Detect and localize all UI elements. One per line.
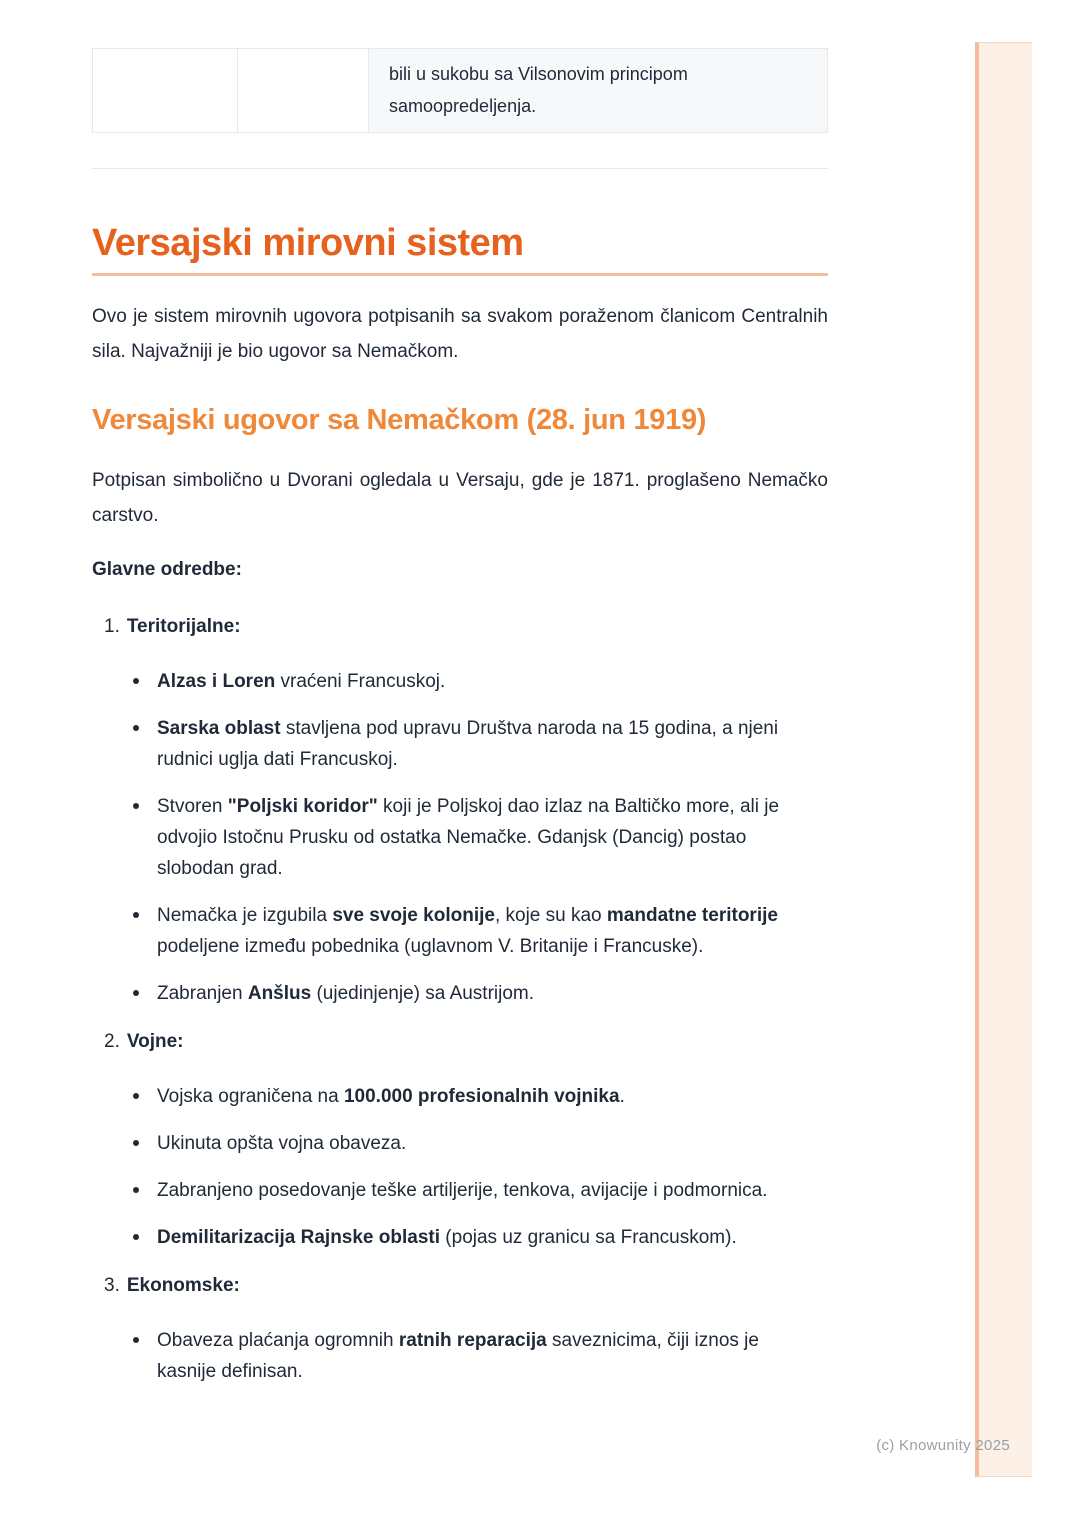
page-title: Versajski mirovni sistem [92,222,524,264]
bullet-text: Obaveza plaćanja ogromnih ratnih reparacija saveznicima, čiji iznos je kasnije definisan. [157,1330,759,1382]
list-item [92,713,828,775]
section-2-bullet-list [92,1081,828,1253]
bullet-text: Alzas i Loren vraćeni Francuskoj. [157,671,446,692]
bullet-marker [133,1337,139,1343]
bullet-marker [133,725,139,731]
bullet-marker [133,1187,139,1193]
bullet-marker [133,1093,139,1099]
bullet-marker [133,678,139,684]
bullet-text: Vojska ograničena na 100.000 profesionalnih vojnika. [157,1086,625,1107]
bullet-marker [133,1140,139,1146]
section-1-title: Teritorijalne: [126,616,241,637]
bullet-text: Nemačka je izgubila sve svoje kolonije, koje su kao mandatne teritorije podeljene između pobednika (uglavnom V. Britanije i Francuske). [157,905,778,957]
section-3-heading [92,1273,828,1299]
provisions-label: Glavne odredbe: [92,559,242,580]
section-2-heading [92,1029,828,1055]
list-item [92,791,828,884]
section-3-title: Ekonomske: [126,1275,240,1296]
bullet-marker [133,912,139,918]
list-item [92,900,828,962]
bullet-text: Ukinuta opšta vojna obaveza. [157,1133,407,1154]
title-underline [92,273,828,276]
list-item [92,1128,828,1159]
bullet-marker [133,990,139,996]
section-1-heading [92,614,828,640]
section-1-number: 1. [104,616,120,637]
bullet-text: Zabranjeno posedovanje teške artiljerije, tenkova, avijacije i podmornica. [157,1180,768,1201]
table-cell-text: bili u sukobu sa Vilsonovim principom samoopredeljenja. [368,49,828,133]
section-3-number: 3. [104,1275,120,1296]
bullet-text: Stvoren "Poljski koridor" koji je Poljskoj dao izlaz na Baltičko more, ali je odvojio Istočnu Prusku od ostatka Nemačke. Gdanjsk (Dancig) postao slobodan grad. [157,796,780,879]
bullet-text: Zabranjen Anšlus (ujedinjenje) sa Austrijom. [157,983,535,1004]
intro-paragraph: Ovo je sistem mirovnih ugovora potpisanih sa svakom poraženom članicom Centralnih sila. Najvažniji je bio ugovor sa Nemačkom. [92,306,828,362]
table-fragment [92,48,828,133]
table-row [92,49,828,133]
list-item [92,1325,828,1387]
section-3-bullet-list [92,1325,828,1387]
table-cell-empty-1 [92,49,237,133]
list-item [92,1081,828,1112]
section-2-number: 2. [104,1031,120,1052]
decorative-stripe [975,42,1032,1477]
bullet-marker [133,1234,139,1240]
section-2-title: Vojne: [126,1031,184,1052]
list-item [92,1222,828,1253]
bullet-text: Demilitarizacija Rajnske oblasti (pojas uz granicu sa Francuskom). [157,1227,737,1248]
bullet-marker [133,803,139,809]
section-1-bullet-list [92,666,828,1009]
document-content [92,0,828,1387]
list-item [92,978,828,1009]
subintro-paragraph: Potpisan simbolično u Dvorani ogledala u Versaju, gde je 1871. proglašeno Nemačko carstvo. [92,470,828,526]
copyright-notice: (c) Knowunity 2025 [876,1437,1010,1454]
list-item [92,1175,828,1206]
list-item [92,666,828,697]
bullet-text: Sarska oblast stavljena pod upravu Društva naroda na 15 godina, a njeni rudnici uglja dati Francuskoj. [157,718,779,770]
section-divider [92,168,828,169]
subsection-title: Versajski ugovor sa Nemačkom (28. jun 1919) [92,404,707,436]
table-cell-empty-2 [237,49,368,133]
